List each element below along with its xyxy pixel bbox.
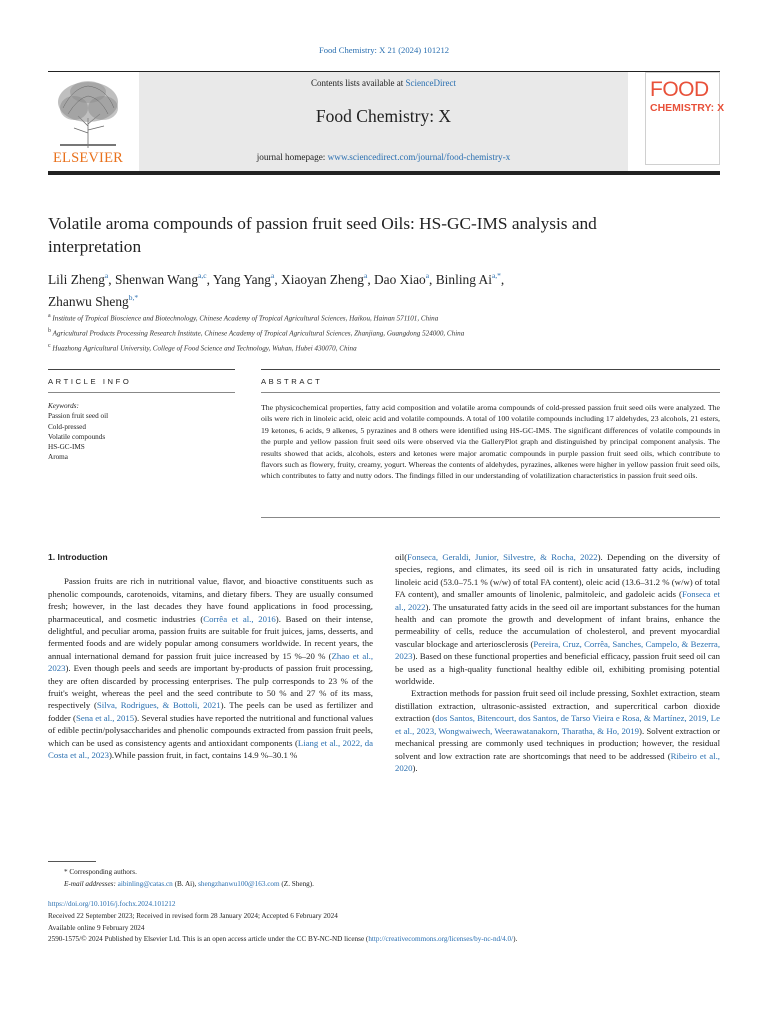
- paragraph-text: ). The peels can be used as fertilizer and fodder (: [48, 700, 374, 723]
- author-list: Lili Zheng$^a$, Shenwan Wang$^{a,c}$, Yang Yang$^a$, Xiaoyan Zheng$^a$, Dao Xiao$^a$, Binling $Ai^{a,*}$, Zhanwu Sheng$^{b,*}$: [48, 271, 505, 309]
- license-statement: [48, 934, 728, 946]
- email-label: E-mail addresses:: [64, 880, 116, 888]
- author-name: Shenwan Wang: [114, 272, 199, 287]
- contents-available-line: [139, 78, 628, 88]
- abstract-heading: ABSTRACT: [261, 377, 323, 386]
- abstract-bottom-rule: [261, 517, 720, 518]
- author-affiliation-mark[interactable]: a,c: [198, 271, 207, 280]
- author-name: Yang Yang: [212, 272, 271, 287]
- author-name: Lili Zheng: [48, 272, 105, 287]
- paragraph-text: ). Depending on the diversity of species, regions, and climates, its seed oil is rich in unsaturated fatty acids, including linoleic acid (53.0–75.1 % (w/w) of total FA content), oleic acid (13.6–31.2 % (w/w) of total FA content), and smaller amounts of linolenic, palmitoleic, and gadoleic acids (: [395, 552, 721, 600]
- body-paragraph: [395, 551, 720, 687]
- elsevier-wordmark: ELSEVIER: [52, 150, 124, 166]
- citation-link[interactable]: Ribeiro et al., 2020: [395, 750, 720, 773]
- journal-homepage-line: [139, 152, 628, 162]
- citation-link[interactable]: Liang et al., 2022, da Costa et al., 2023: [48, 737, 373, 761]
- citation-link[interactable]: dos Santos, Bitencourt, dos Santos, de Tarso Vieira e Rosa, & Martínez, 2019, Le et al., 2023, Wongwaiwech, Weerawatanakorn, Tharatha, & Ho, 2019: [395, 713, 720, 736]
- email-owner: (B. Ai),: [172, 880, 199, 888]
- author-affiliation-mark[interactable]: a: [425, 271, 430, 280]
- received-dates: Received 22 September 2023; Received in revised form 28 January 2024; Accepted 6 February 2024: [48, 911, 338, 920]
- keyword-item: Passion fruit seed oil: [48, 412, 109, 421]
- citation-link[interactable]: Corrêa et al., 2016: [203, 613, 276, 624]
- paragraph-text: ).While passion fruit, in fact, contains 14.9 %–30.1 %: [109, 750, 298, 761]
- affiliation-mark: b: [48, 327, 51, 334]
- publication-details: [48, 899, 728, 946]
- paragraph-text: oil(: [395, 552, 408, 562]
- body-column-left: [48, 551, 373, 762]
- body-paragraph: [48, 575, 373, 761]
- body-column-right: [395, 551, 720, 774]
- email-owner: (Z. Sheng).: [279, 880, 314, 888]
- affiliations: [48, 310, 720, 354]
- author-name: Binling Ai: [435, 272, 492, 287]
- keywords-label: Keywords:: [48, 402, 79, 410]
- journal-homepage-link[interactable]: www.sciencedirect.com/journal/food-chemistry-x: [327, 152, 511, 162]
- email-link[interactable]: aibinling@catas.cn: [117, 880, 173, 888]
- paragraph-text: ). Based on these functional properties and beneficial efficacy, passion fruit seed oil can be used as a high-quality functional healthy edible oil, exhibiting promising potential worldwide.: [395, 651, 720, 687]
- paragraph-text: ). Several studies have reported the nutritional and functional values of edible pectin/polysaccharides and phenolic compounds extracted from passion fruit peels, which can be used as consistency agents and antioxidant components (: [48, 712, 373, 748]
- author-affiliation-mark[interactable]: a: [271, 271, 275, 280]
- paragraph-text: ). Even though peels and seeds are important by-products of passion fruit processing, they are often discarded by processing enterprises. The pulp corresponds to 23 % of the fruit's weight, whereas the peel and the seed contribute to 50 % and 27 % of its mass, respectively (: [48, 663, 373, 711]
- cover-title-food: FOOD: [650, 78, 709, 101]
- affiliation-text: Huazhong Agricultural University, College of Food Science and Technology, Wuhan, Hubei 430070, China: [52, 343, 357, 352]
- keyword-item: Volatile compounds: [48, 432, 106, 441]
- affiliation-text: Agricultural Products Processing Research Institute, Chinese Academy of Tropical Agricultural Sciences, Zhanjiang, Guangdong 524000, China: [52, 329, 465, 338]
- keywords-list: [48, 401, 235, 463]
- affiliation-item: [48, 310, 720, 325]
- paragraph-text: ). Solvent extraction or mechanical pressing are commonly used techniques in production; however, the residual solvent and low extraction rate are shortcomings that need to be addressed (: [395, 725, 720, 761]
- license-prefix: 2590-1575/© 2024 Published by Elsevier Ltd. This is an open access article under the CC BY-NC-ND license (: [48, 935, 369, 944]
- citation-link[interactable]: Sena et al., 2015: [75, 712, 135, 723]
- paragraph-text: Passion fruits are rich in nutritional value, flavor, and bioactive constituents such as phenolic compounds, carotenoids, vitamins, and dietary fibers. They are usually consumed fresh; however, in the last decades they have found applications in food processing, pharmaceutical, and cosmetic industries (: [48, 576, 373, 624]
- available-online-date: Available online 9 February 2024: [48, 923, 145, 932]
- footnote-rule: [48, 861, 96, 862]
- homepage-prefix: journal homepage:: [256, 152, 328, 162]
- license-link[interactable]: http://creativecommons.org/licenses/by-nc-nd/4.0/: [368, 935, 514, 944]
- author-affiliation-mark[interactable]: b,*: [128, 293, 139, 302]
- author-name: Dao Xiao: [374, 272, 426, 287]
- citation-link[interactable]: Pereira, Cruz, Corrêa, Sanches, Campelo, & Bezerra, 2023: [395, 638, 721, 662]
- citation-link[interactable]: Silva, Rodrigues, & Bottoli, 2021: [96, 700, 221, 711]
- section-heading-introduction: 1. Introduction: [48, 552, 108, 562]
- license-suffix: ).: [513, 935, 518, 944]
- keyword-item: HS-GC-IMS: [48, 443, 85, 452]
- running-header[interactable]: Food Chemistry: X 21 (2024) 101212: [318, 45, 450, 55]
- author-affiliation-mark[interactable]: a: [363, 271, 368, 280]
- affiliation-mark: a: [48, 313, 51, 319]
- article-info-divider: [48, 392, 235, 393]
- citation-link[interactable]: Zhao et al., 2023: [48, 650, 374, 674]
- citation-link[interactable]: Fonseca, Geraldi, Junior, Silvestre, & Rocha, 2022: [407, 552, 598, 562]
- abstract-top-rule: [261, 369, 720, 370]
- affiliation-item: [48, 340, 720, 355]
- sciencedirect-link[interactable]: ScienceDirect: [405, 78, 456, 88]
- corresponding-text: Corresponding authors.: [69, 868, 137, 876]
- article-info-top-rule: [48, 369, 235, 370]
- paragraph-text: Extraction methods for passion fruit seed oil include pressing, Soxhlet extraction, steam distillation extraction, ultrasonic-assisted extraction, and supercritical carbon dioxide extraction (: [395, 688, 720, 724]
- footnotes: [48, 866, 720, 890]
- article-info-heading: ARTICLE INFO: [48, 377, 132, 386]
- author-affiliation-mark[interactable]: a,*: [491, 271, 501, 280]
- affiliation-text: Institute of Tropical Bioscience and Biotechnology, Chinese Academy of Tropical Agricultural Sciences, Haikou, Hainan 571101, China: [52, 314, 439, 323]
- masthead-bottom-rule: [48, 171, 720, 175]
- paragraph-text: ).: [412, 762, 418, 773]
- keyword-item: Aroma: [48, 453, 68, 462]
- abstract-divider: [261, 392, 720, 393]
- email-addresses: [48, 878, 720, 890]
- affiliation-item: [48, 325, 720, 340]
- paragraph-text: ). The unsaturated fatty acids in the seed oil are important substances for the human health and can promote the growth and development of infant brains, enhance the permeability of cells, reduce the accumulation of cholesterol, and prevent myocardial vascular blockage and arteriosclerosis (: [395, 601, 720, 649]
- paragraph-text: ). Based on their intense, delightful, and peculiar aroma, passion fruits are suitable for fruit juices, jams, desserts, and fermented foods and are widely popular among consumers worldwide. In recent years, the annual international demand for passion fruit juice increased by 15 %–20 % (: [48, 613, 373, 661]
- corresponding-author-note: [48, 866, 720, 878]
- citation-link[interactable]: Fonseca et al., 2022: [395, 589, 720, 612]
- doi-link[interactable]: https://doi.org/10.1016/j.fochx.2024.101212: [48, 900, 176, 908]
- email-link[interactable]: shengzhanwu100@163.com: [198, 880, 280, 888]
- contents-prefix: Contents lists available at: [311, 78, 406, 88]
- keyword-item: Cold-pressed: [48, 422, 86, 431]
- author-name: Xiaoyan Zheng: [281, 272, 364, 287]
- author-name: Zhanwu Sheng: [48, 294, 129, 309]
- article-title: Volatile aroma compounds of passion fruit seed Oils: HS-GC-IMS analysis and interpretation: [48, 214, 597, 256]
- abstract-text: The physicochemical properties, fatty acid composition and volatile aroma compounds of cold-pressed passion fruit seed oils were analyzed. The oils were rich in linoleic acid, oleic acid and volatile compounds. A total of 100 volatile compounds including 17 aldehydes, 23 alcohols, 21 esters, 19 ketones, 6 acids, 9 alkenes, 5 pyrazines and 8 others were identified using HS-GC-IMS. The significant differences of volatile compounds in the purple and yellow passion fruit seed oils were observed via the GalleryPlot graph and distinguished by principal component analysis. The results showed that acids, alcohols, esters and ketones were major aromatic compounds in purple passion fruit seed oils, which contribute to flavors such as flowery, fruity, creamy, yogurt. Whereas the contents of aldehydes, pyrazines, alkenes were higher in yellow passion fruit seed oils, which contributes to fatty and nutty odors. The findings filled in our understanding of volatilization characteristics in passion fruit seed oils.: [261, 403, 720, 481]
- journal-title: Food Chemistry: X: [315, 106, 452, 126]
- affiliation-mark: c: [48, 342, 51, 349]
- body-paragraph: [395, 687, 720, 774]
- corresponding-mark: *: [64, 868, 68, 876]
- cover-title-chemistry: CHEMISTRY: X: [650, 102, 725, 114]
- author-affiliation-mark[interactable]: a: [104, 271, 109, 280]
